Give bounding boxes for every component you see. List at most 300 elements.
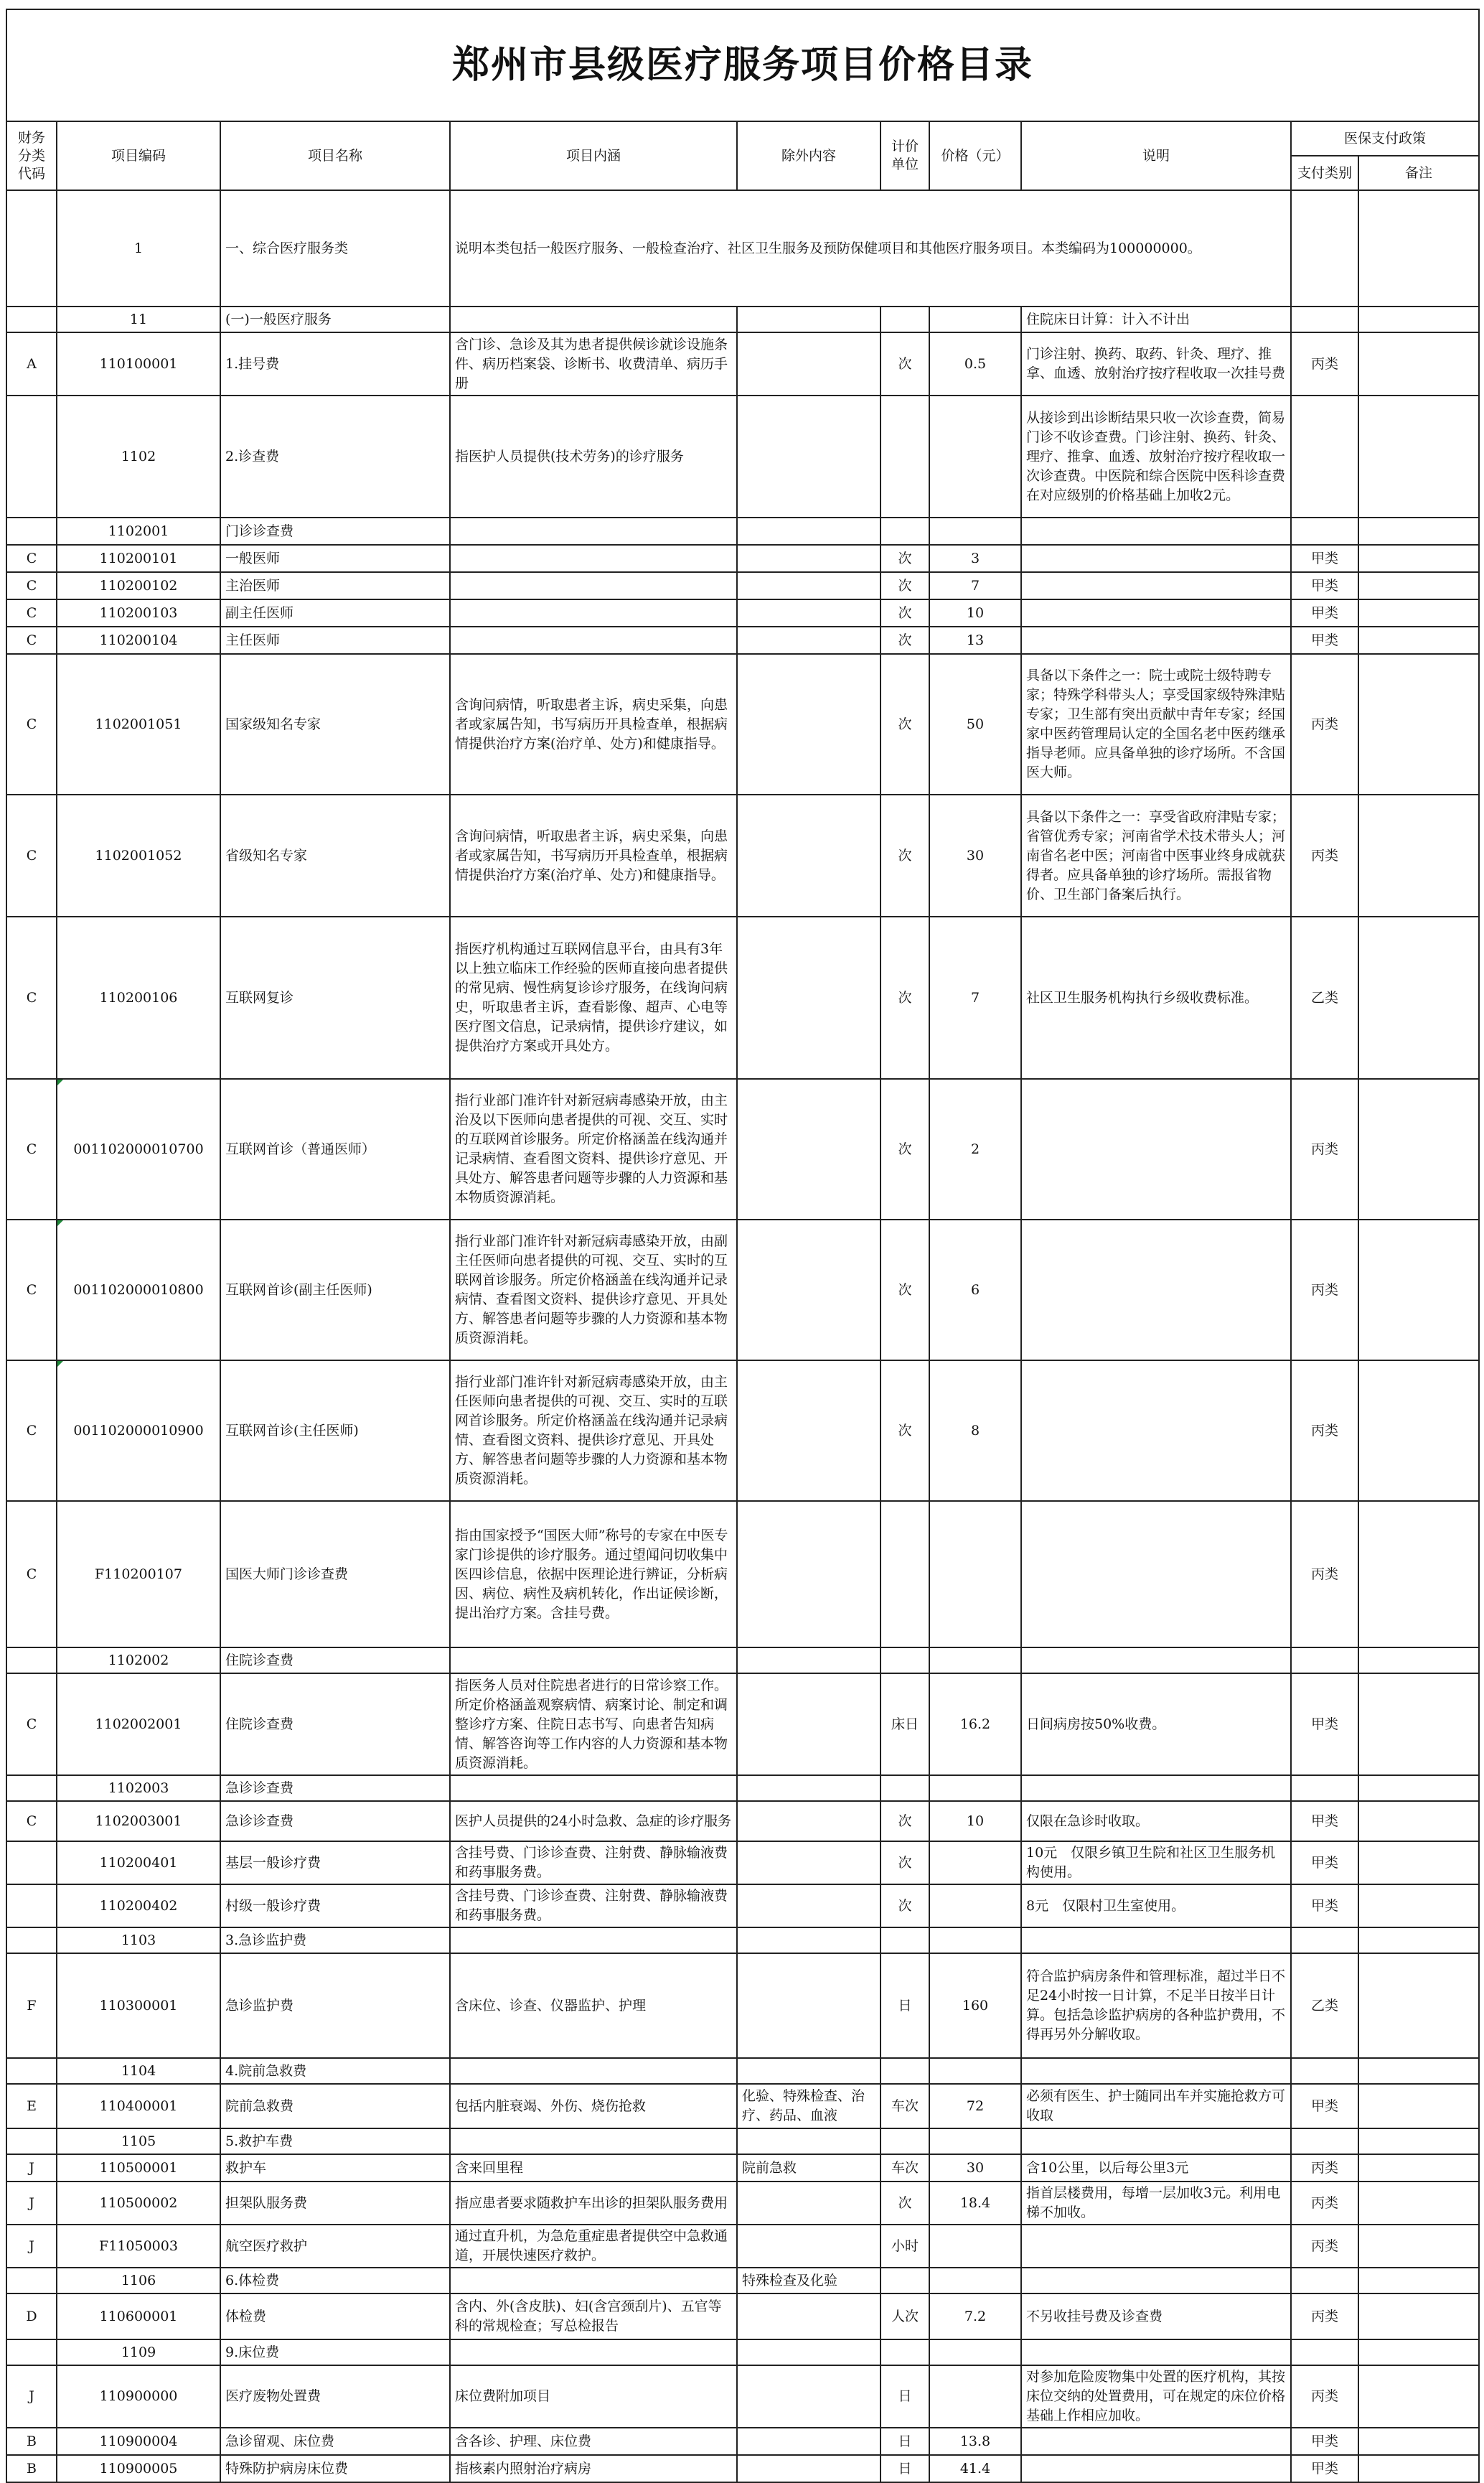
cell-unit: 车次	[880, 2154, 929, 2182]
cell-remark	[1358, 2128, 1479, 2154]
cell-finance-code: D	[6, 2293, 57, 2339]
cell-price	[929, 1647, 1021, 1673]
cell-unit: 次	[880, 332, 929, 396]
table-row	[6, 654, 1479, 795]
cell-remark	[1358, 1079, 1479, 1220]
cell-remark	[1358, 2339, 1479, 2365]
cell-item-content: 指应患者要求随救护车出诊的担架队服务费用	[450, 2182, 737, 2225]
cell-payment-category	[1291, 2339, 1358, 2365]
cell-unit: 日	[880, 2365, 929, 2428]
cell-finance-code	[6, 2058, 57, 2084]
cell-remark	[1358, 1841, 1479, 1884]
cell-finance-code: J	[6, 2225, 57, 2268]
cell-note: 仅限在急诊时收取。	[1021, 1801, 1291, 1841]
cell-payment-category: 丙类	[1291, 332, 1358, 396]
table-row	[6, 518, 1479, 545]
cell-item-content: 含床位、诊查、仪器监护、护理	[450, 1953, 737, 2058]
cell-finance-code: C	[6, 1079, 57, 1220]
table-row	[6, 1647, 1479, 1673]
cell-finance-code	[6, 1884, 57, 1927]
cell-remark	[1358, 1801, 1479, 1841]
cell-unit: 次	[880, 917, 929, 1079]
cell-note	[1021, 627, 1291, 654]
cell-remark	[1358, 2293, 1479, 2339]
cell-item-content: 含各诊、护理、床位费	[450, 2428, 737, 2455]
cell-item-code: 001102000010900	[57, 1360, 220, 1501]
cell-item-name: 9.床位费	[220, 2339, 450, 2365]
table-row	[6, 2365, 1479, 2428]
cell-remark	[1358, 190, 1479, 307]
cell-item-code: 110900004	[57, 2428, 220, 2455]
cell-finance-code: C	[6, 1220, 57, 1360]
header-notes: 说明	[1021, 121, 1291, 190]
cell-item-name: 5.救护车费	[220, 2128, 450, 2154]
table-row	[6, 1673, 1479, 1775]
cell-price	[929, 307, 1021, 332]
table-row	[6, 2268, 1479, 2293]
cell-unit	[880, 1775, 929, 1801]
cell-payment-category: 甲类	[1291, 1673, 1358, 1775]
cell-finance-code	[6, 1927, 57, 1953]
cell-price: 160	[929, 1953, 1021, 2058]
cell-finance-code	[6, 1647, 57, 1673]
cell-item-content: 含门诊、急诊及其为患者提供候诊就诊设施条件、病历档案袋、诊断书、收费清单、病历手册	[450, 332, 737, 396]
cell-note	[1021, 1775, 1291, 1801]
cell-payment-category	[1291, 2058, 1358, 2084]
cell-unit	[880, 396, 929, 518]
cell-price: 0.5	[929, 332, 1021, 396]
cell-finance-code	[6, 2128, 57, 2154]
cell-item-code: 110200106	[57, 917, 220, 1079]
cell-payment-category	[1291, 1927, 1358, 1953]
cell-finance-code: C	[6, 545, 57, 572]
cell-price: 6	[929, 1220, 1021, 1360]
table-row	[6, 1801, 1479, 1841]
cell-note: 8元 仅限村卫生室使用。	[1021, 1884, 1291, 1927]
cell-item-content: 含挂号费、门诊诊查费、注射费、静脉输液费和药事服务费。	[450, 1841, 737, 1884]
cell-unit: 车次	[880, 2084, 929, 2128]
cell-item-code: 110600001	[57, 2293, 220, 2339]
cell-item-code: 1102003	[57, 1775, 220, 1801]
cell-finance-code	[6, 396, 57, 518]
cell-excluded	[737, 2128, 880, 2154]
cell-remark	[1358, 572, 1479, 599]
cell-excluded	[737, 1841, 880, 1884]
cell-remark	[1358, 2154, 1479, 2182]
cell-payment-category: 甲类	[1291, 1801, 1358, 1841]
cell-note	[1021, 2225, 1291, 2268]
cell-note	[1021, 572, 1291, 599]
cell-unit: 次	[880, 627, 929, 654]
cell-payment-category: 乙类	[1291, 1953, 1358, 2058]
cell-item-code: 1102002001	[57, 1673, 220, 1775]
table-row	[6, 1927, 1479, 1953]
table-row	[6, 1953, 1479, 2058]
cell-item-content	[450, 518, 737, 545]
table-row	[6, 2339, 1479, 2365]
cell-price: 30	[929, 795, 1021, 917]
cell-finance-code: C	[6, 627, 57, 654]
cell-item-code: 110900005	[57, 2455, 220, 2482]
cell-remark	[1358, 2365, 1479, 2428]
cell-remark	[1358, 2455, 1479, 2482]
cell-item-code: 1103	[57, 1927, 220, 1953]
cell-price: 10	[929, 599, 1021, 627]
table-row	[6, 1775, 1479, 1801]
cell-excluded	[737, 518, 880, 545]
cell-remark	[1358, 2428, 1479, 2455]
cell-item-name: 互联网复诊	[220, 917, 450, 1079]
cell-item-content	[450, 1927, 737, 1953]
cell-unit: 次	[880, 1884, 929, 1927]
cell-payment-category: 甲类	[1291, 545, 1358, 572]
cell-unit: 小时	[880, 2225, 929, 2268]
cell-note	[1021, 1079, 1291, 1220]
cell-item-content	[450, 2058, 737, 2084]
cell-remark	[1358, 917, 1479, 1079]
cell-excluded	[737, 1927, 880, 1953]
cell-note: 日间病房按50%收费。	[1021, 1673, 1291, 1775]
cell-note: 具备以下条件之一：院士或院士级特聘专家；特殊学科带头人；享受国家级特殊津贴专家；卫生部有突出贡献中青年专家；经国家中医药管理局认定的全国名老中医药继承指导老师。应具备单独的诊疗场所。不含国医大师。	[1021, 654, 1291, 795]
cell-item-content: 含内、外(含皮肤)、妇(含宫颈刮片)、五官等科的常规检查；写总检报告	[450, 2293, 737, 2339]
cell-item-name: 担架队服务费	[220, 2182, 450, 2225]
cell-item-content	[450, 545, 737, 572]
table-row	[6, 1884, 1479, 1927]
table-row	[6, 795, 1479, 917]
cell-payment-category	[1291, 190, 1358, 307]
cell-unit	[880, 1647, 929, 1673]
cell-item-name: 副主任医师	[220, 599, 450, 627]
table-row	[6, 545, 1479, 572]
cell-price	[929, 2268, 1021, 2293]
cell-excluded	[737, 2182, 880, 2225]
table-row	[6, 2455, 1479, 2482]
cell-unit: 次	[880, 2182, 929, 2225]
cell-note: 含10公里，以后每公里3元	[1021, 2154, 1291, 2182]
cell-item-name: 主任医师	[220, 627, 450, 654]
cell-item-content: 含询问病情，听取患者主诉，病史采集，向患者或家属告知，书写病历开具检查单，根据病情提供治疗方案(治疗单、处方)和健康指导。	[450, 795, 737, 917]
cell-price: 41.4	[929, 2455, 1021, 2482]
cell-price: 18.4	[929, 2182, 1021, 2225]
cell-price	[929, 1775, 1021, 1801]
cell-excluded	[737, 2058, 880, 2084]
cell-note	[1021, 2428, 1291, 2455]
cell-unit: 次	[880, 1801, 929, 1841]
header-item-content: 项目内涵	[450, 121, 737, 190]
cell-item-name: 一、综合医疗服务类	[220, 190, 450, 307]
cell-payment-category: 甲类	[1291, 1841, 1358, 1884]
cell-item-content: 含来回里程	[450, 2154, 737, 2182]
cell-item-content: 指核素内照射治疗病房	[450, 2455, 737, 2482]
cell-excluded	[737, 2428, 880, 2455]
cell-excluded	[737, 1501, 880, 1647]
cell-item-name: 急诊诊查费	[220, 1801, 450, 1841]
cell-finance-code: B	[6, 2455, 57, 2482]
cell-note: 对参加危险废物集中处置的医疗机构，其按床位交纳的处置费用，可在规定的床位价格基础上作相应加收。	[1021, 2365, 1291, 2428]
cell-excluded	[737, 545, 880, 572]
cell-item-content	[450, 2339, 737, 2365]
cell-item-code: 1102001	[57, 518, 220, 545]
cell-item-code: 110300001	[57, 1953, 220, 2058]
cell-excluded	[737, 599, 880, 627]
cell-item-name: 互联网首诊(副主任医师)	[220, 1220, 450, 1360]
price-catalog-table	[6, 9, 1480, 2483]
header-payment-category: 支付类别	[1291, 156, 1358, 190]
cell-finance-code: C	[6, 795, 57, 917]
cell-remark	[1358, 795, 1479, 917]
cell-note: 不另收挂号费及诊查费	[1021, 2293, 1291, 2339]
cell-item-content: 指行业部门准许针对新冠病毒感染开放，由主任医师向患者提供的可视、交互、实时的互联网首诊服务。所定价格涵盖在线沟通并记录病情、查看图文资料、提供诊疗意见、开具处方、解答患者问题等步骤的人力资源和基本物质资源消耗。	[450, 1360, 737, 1501]
page-title: 郑州市县级医疗服务项目价格目录	[6, 9, 1479, 121]
cell-remark	[1358, 1953, 1479, 2058]
cell-note	[1021, 1360, 1291, 1501]
cell-item-name: 航空医疗救护	[220, 2225, 450, 2268]
cell-note	[1021, 599, 1291, 627]
cell-item-content	[450, 572, 737, 599]
cell-excluded	[737, 1953, 880, 2058]
cell-unit	[880, 2128, 929, 2154]
cell-note	[1021, 1927, 1291, 1953]
cell-price	[929, 1884, 1021, 1927]
cell-price	[929, 2128, 1021, 2154]
cell-item-name: 体检费	[220, 2293, 450, 2339]
table-row	[6, 2428, 1479, 2455]
cell-item-code: 110200102	[57, 572, 220, 599]
cell-note	[1021, 545, 1291, 572]
cell-remark	[1358, 1775, 1479, 1801]
cell-remark	[1358, 2268, 1479, 2293]
cell-remark	[1358, 2225, 1479, 2268]
cell-item-code: 110200402	[57, 1884, 220, 1927]
cell-payment-category: 甲类	[1291, 627, 1358, 654]
cell-payment-category	[1291, 2128, 1358, 2154]
cell-unit	[880, 518, 929, 545]
cell-note: 从接诊到出诊断结果只收一次诊查费，简易门诊不收诊查费。门诊注射、换药、针灸、理疗、推拿、血透、放射治疗按疗程收取一次诊查费。中医院和综合医院中医科诊查费在对应级别的价格基础上加收2元。	[1021, 396, 1291, 518]
cell-item-name: 主治医师	[220, 572, 450, 599]
cell-finance-code	[6, 518, 57, 545]
cell-item-name: 国家级知名专家	[220, 654, 450, 795]
cell-price: 3	[929, 545, 1021, 572]
cell-payment-category: 甲类	[1291, 1884, 1358, 1927]
cell-payment-category: 乙类	[1291, 917, 1358, 1079]
cell-excluded	[737, 2293, 880, 2339]
table-row	[6, 627, 1479, 654]
cell-note	[1021, 1647, 1291, 1673]
cell-remark	[1358, 654, 1479, 795]
cell-item-name: 救护车	[220, 2154, 450, 2182]
cell-item-content: 指医疗机构通过互联网信息平台，由具有3年以上独立临床工作经验的医师直接向患者提供的常见病、慢性病复诊诊疗服务，在线询问病史，听取患者主诉，查看影像、超声、心电等医疗图文信息，记录病情，提供诊疗建议，如提供治疗方案或开具处方。	[450, 917, 737, 1079]
cell-excluded	[737, 1220, 880, 1360]
cell-payment-category	[1291, 1647, 1358, 1673]
cell-price: 10	[929, 1801, 1021, 1841]
table-row	[6, 2225, 1479, 2268]
cell-unit: 次	[880, 1841, 929, 1884]
cell-excluded	[737, 396, 880, 518]
cell-finance-code: C	[6, 572, 57, 599]
cell-unit: 次	[880, 599, 929, 627]
header-pricing-unit: 计价单位	[880, 121, 929, 190]
cell-item-code: 001102000010800	[57, 1220, 220, 1360]
cell-note: 门诊注射、换药、取药、针灸、理疗、推拿、血透、放射治疗按疗程收取一次挂号费	[1021, 332, 1291, 396]
cell-excluded	[737, 572, 880, 599]
cell-price: 7	[929, 572, 1021, 599]
cell-finance-code	[6, 307, 57, 332]
cell-item-content: 医护人员提供的24小时急救、急症的诊疗服务	[450, 1801, 737, 1841]
cell-payment-category: 丙类	[1291, 2225, 1358, 2268]
cell-finance-code: C	[6, 1801, 57, 1841]
cell-item-content	[450, 627, 737, 654]
cell-price	[929, 2339, 1021, 2365]
cell-finance-code: C	[6, 1501, 57, 1647]
cell-item-name: 一般医师	[220, 545, 450, 572]
cell-finance-code: J	[6, 2365, 57, 2428]
cell-note: 必须有医生、护士随同出车并实施抢救方可收取	[1021, 2084, 1291, 2128]
cell-item-code: 1102001052	[57, 795, 220, 917]
cell-price	[929, 2058, 1021, 2084]
cell-item-content: 指行业部门准许针对新冠病毒感染开放，由副主任医师向患者提供的可视、交互、实时的互联网首诊服务。所定价格涵盖在线沟通并记录病情、查看图文资料、提供诊疗意见、开具处方、解答患者问题等步骤的人力资源和基本物质资源消耗。	[450, 1220, 737, 1360]
cell-price	[929, 396, 1021, 518]
cell-price: 30	[929, 2154, 1021, 2182]
table-row	[6, 1841, 1479, 1884]
cell-price	[929, 1841, 1021, 1884]
cell-payment-category	[1291, 518, 1358, 545]
cell-unit: 次	[880, 545, 929, 572]
cell-finance-code: B	[6, 2428, 57, 2455]
cell-remark	[1358, 1927, 1479, 1953]
cell-remark	[1358, 1673, 1479, 1775]
header-price: 价格（元）	[929, 121, 1021, 190]
cell-payment-category: 丙类	[1291, 2293, 1358, 2339]
cell-payment-category	[1291, 2268, 1358, 2293]
cell-item-content	[450, 307, 737, 332]
cell-excluded	[737, 2365, 880, 2428]
cell-finance-code: A	[6, 332, 57, 396]
cell-payment-category: 丙类	[1291, 1220, 1358, 1360]
cell-remark	[1358, 396, 1479, 518]
cell-payment-category	[1291, 307, 1358, 332]
cell-unit	[880, 1501, 929, 1647]
cell-remark	[1358, 1884, 1479, 1927]
cell-item-code: 1106	[57, 2268, 220, 2293]
cell-item-code: 110200401	[57, 1841, 220, 1884]
cell-payment-category	[1291, 1775, 1358, 1801]
cell-remark	[1358, 1360, 1479, 1501]
cell-payment-category: 丙类	[1291, 1501, 1358, 1647]
cell-remark	[1358, 332, 1479, 396]
cell-excluded	[737, 2455, 880, 2482]
cell-payment-category	[1291, 396, 1358, 518]
cell-item-name: 基层一般诊疗费	[220, 1841, 450, 1884]
table-row	[6, 599, 1479, 627]
cell-item-code: 110100001	[57, 332, 220, 396]
cell-finance-code: C	[6, 1360, 57, 1501]
cell-finance-code: C	[6, 654, 57, 795]
cell-price: 16.2	[929, 1673, 1021, 1775]
cell-unit: 次	[880, 1220, 929, 1360]
cell-remark	[1358, 1647, 1479, 1673]
cell-item-code: 110500002	[57, 2182, 220, 2225]
cell-excluded: 院前急救	[737, 2154, 880, 2182]
cell-item-code: 110200101	[57, 545, 220, 572]
cell-item-code: 110200103	[57, 599, 220, 627]
cell-payment-category: 丙类	[1291, 654, 1358, 795]
cell-finance-code: J	[6, 2154, 57, 2182]
cell-remark	[1358, 1501, 1479, 1647]
cell-excluded	[737, 1673, 880, 1775]
cell-excluded	[737, 332, 880, 396]
table-row	[6, 1220, 1479, 1360]
cell-item-code: 110200104	[57, 627, 220, 654]
cell-item-code: 1102003001	[57, 1801, 220, 1841]
cell-remark	[1358, 2182, 1479, 2225]
cell-unit	[880, 2339, 929, 2365]
cell-unit: 日	[880, 1953, 929, 2058]
cell-payment-category: 甲类	[1291, 2455, 1358, 2482]
table-row	[6, 1501, 1479, 1647]
cell-price: 72	[929, 2084, 1021, 2128]
table-row	[6, 2293, 1479, 2339]
cell-finance-code: C	[6, 917, 57, 1079]
cell-payment-category: 甲类	[1291, 572, 1358, 599]
cell-finance-code: E	[6, 2084, 57, 2128]
cell-item-content: 含询问病情，听取患者主诉，病史采集，向患者或家属告知，书写病历开具检查单，根据病情提供治疗方案(治疗单、处方)和健康指导。	[450, 654, 737, 795]
cell-note	[1021, 2128, 1291, 2154]
cell-note	[1021, 2058, 1291, 2084]
cell-item-code: 1109	[57, 2339, 220, 2365]
cell-item-content: 说明本类包括一般医疗服务、一般检查治疗、社区卫生服务及预防保健项目和其他医疗服务项目。本类编码为100000000。	[450, 190, 1291, 307]
cell-item-code: 1102001051	[57, 654, 220, 795]
cell-price	[929, 2225, 1021, 2268]
cell-note: 指首层楼费用，每增一层加收3元。利用电梯不加收。	[1021, 2182, 1291, 2225]
cell-excluded: 化验、特殊检查、治疗、药品、血液	[737, 2084, 880, 2128]
cell-unit	[880, 307, 929, 332]
cell-remark	[1358, 2058, 1479, 2084]
cell-payment-category: 甲类	[1291, 2428, 1358, 2455]
cell-item-name: 村级一般诊疗费	[220, 1884, 450, 1927]
cell-unit: 日	[880, 2428, 929, 2455]
cell-unit	[880, 2268, 929, 2293]
cell-excluded	[737, 627, 880, 654]
cell-excluded	[737, 795, 880, 917]
cell-price: 50	[929, 654, 1021, 795]
cell-unit: 次	[880, 654, 929, 795]
cell-item-name: 2.诊查费	[220, 396, 450, 518]
cell-item-name: 互联网首诊（普通医师）	[220, 1079, 450, 1220]
cell-item-content	[450, 1647, 737, 1673]
cell-item-name: 6.体检费	[220, 2268, 450, 2293]
cell-item-content: 包括内脏衰竭、外伤、烧伤抢救	[450, 2084, 737, 2128]
cell-finance-code	[6, 2268, 57, 2293]
table-row	[6, 2182, 1479, 2225]
cell-finance-code	[6, 1775, 57, 1801]
cell-item-name: 院前急救费	[220, 2084, 450, 2128]
cell-item-code: F11050003	[57, 2225, 220, 2268]
cell-payment-category: 甲类	[1291, 599, 1358, 627]
cell-excluded	[737, 1647, 880, 1673]
cell-note: 10元 仅限乡镇卫生院和社区卫生服务机构使用。	[1021, 1841, 1291, 1884]
cell-unit: 床日	[880, 1673, 929, 1775]
cell-price	[929, 1927, 1021, 1953]
cell-note	[1021, 2339, 1291, 2365]
table-row	[6, 332, 1479, 396]
cell-item-content: 指行业部门准许针对新冠病毒感染开放，由主治及以下医师向患者提供的可视、交互、实时的互联网首诊服务。所定价格涵盖在线沟通并记录病情、查看图文资料、提供诊疗意见、开具处方、解答患者问题等步骤的人力资源和基本物质资源消耗。	[450, 1079, 737, 1220]
cell-unit: 人次	[880, 2293, 929, 2339]
cell-note	[1021, 1501, 1291, 1647]
cell-price	[929, 518, 1021, 545]
cell-item-content	[450, 2128, 737, 2154]
cell-note: 社区卫生服务机构执行乡级收费标准。	[1021, 917, 1291, 1079]
cell-excluded	[737, 1775, 880, 1801]
